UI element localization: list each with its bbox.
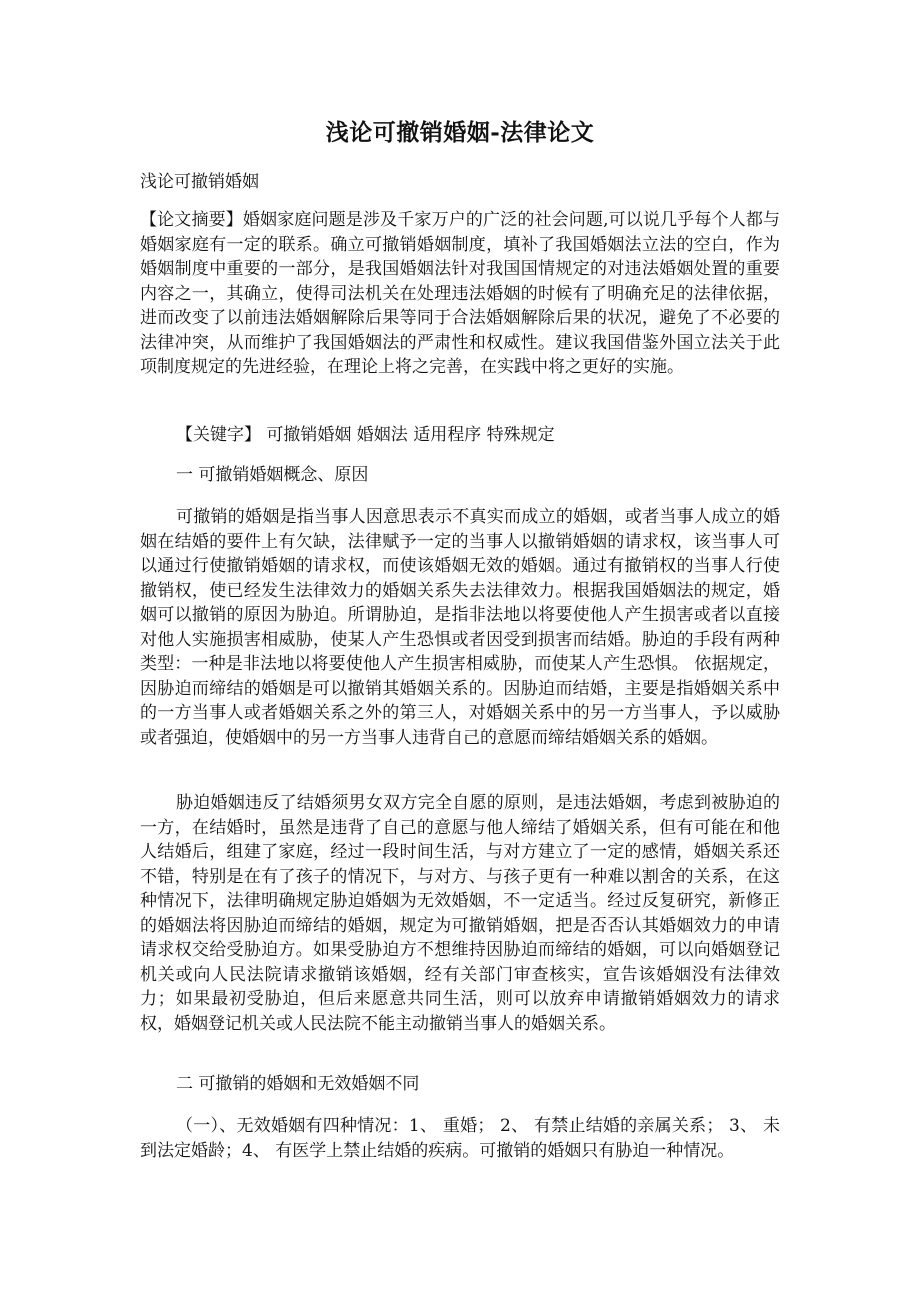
document-subtitle: 浅论可撤销婚姻	[140, 172, 259, 192]
keywords-line: 【关键字】 可撤销婚姻 婚姻法 适用程序 特殊规定	[176, 425, 555, 445]
document-title: 浅论可撤销婚姻-法律论文	[325, 119, 595, 146]
section-2-paragraph-1: （一）、无效婚姻有四种情况：1、 重婚； 2、 有禁止结婚的亲属关系； 3、 未到法定婚龄；4、 有医学上禁止结婚的疾病。可撤销的婚姻只有胁迫一种情况。	[140, 1116, 780, 1161]
section-1-heading: 一 可撤销婚姻概念、原因	[176, 465, 369, 485]
section-1-paragraph-2: 胁迫婚姻违反了结婚须男女双方完全自愿的原则，是违法婚姻，考虑到被胁迫的一方，在结婚时，虽然是违背了自己的意愿与他人缔结了婚姻关系，但有可能在和他人结婚后，组建了家庭，经过一段时间生活，与对方建立了一定的感情，婚姻关系还不错，特别是在有了孩子的情况下，与对方、与孩子更有一种难以割舍的关系，在这种情况下，法律明确规定胁迫婚姻为无效婚姻，不一定适当。经过反复研究，新修正的婚姻法将因胁迫而缔结的婚姻，规定为可撤销婚姻，把是否否认其婚姻效力的申请请求权交给受胁迫方。如果受胁迫方不想维持因胁迫而缔结的婚姻，可以向婚姻登记机关或向人民法院请求撤销该婚姻，经有关部门审查核实，宣告该婚姻没有法律效力；如果最初受胁迫，但后来愿意共同生活，则可以放弃申请撤销婚姻效力的请求权，婚姻登记机关或人民法院不能主动撤销当事人的婚姻关系。	[140, 793, 780, 1034]
section-2-heading: 二 可撤销的婚姻和无效婚姻不同	[176, 1074, 420, 1094]
abstract-paragraph: 【论文摘要】婚姻家庭问题是涉及千家万户的广泛的社会问题,可以说几乎每个人都与婚姻家庭有一定的联系。确立可撤销婚姻制度，填补了我国婚姻法立法的空白，作为婚姻制度中重要的一部分，是我国婚姻法针对我国国情规定的对违法婚姻处置的重要内容之一，其确立，使得司法机关在处理违法婚姻的时候有了明确充足的法律依据，进而改变了以前违法婚姻解除后果等同于合法婚姻解除后果的状况，避免了不必要的法律冲突，从而维护了我国婚姻法的严肃性和权威性。建议我国借鉴外国立法关于此项制度规定的先进经验，在理论上将之完善，在实践中将之更好的实施。	[140, 210, 780, 377]
section-1-paragraph-1: 可撤销的婚姻是指当事人因意思表示不真实而成立的婚姻，或者当事人成立的婚姻在结婚的要件上有欠缺，法律赋予一定的当事人以撤销婚姻的请求权，该当事人可以通过行使撤销婚姻的请求权，而使该婚姻无效的婚姻。通过有撤销权的当事人行使撤销权，使已经发生法律效力的婚姻关系失去法律效力。根据我国婚姻法的规定，婚姻可以撤销的原因为胁迫。所谓胁迫，是指非法地以将要使他人产生损害或者以直接对他人实施损害相威胁，使某人产生恐惧或者因受到损害而结婚。胁迫的手段有两种类型：一种是非法地以将要使他人产生损害相威胁，而使某人产生恐惧。 依据规定，因胁迫而缔结的婚姻是可以撤销其婚姻关系的。因胁迫而结婚，主要是指婚姻关系中的一方当事人或者婚姻关系之外的第三人，对婚姻关系中的另一方当事人，予以威胁或者强迫，使婚姻中的另一方当事人违背自己的意愿而缔结婚姻关系的婚姻。	[140, 507, 780, 748]
